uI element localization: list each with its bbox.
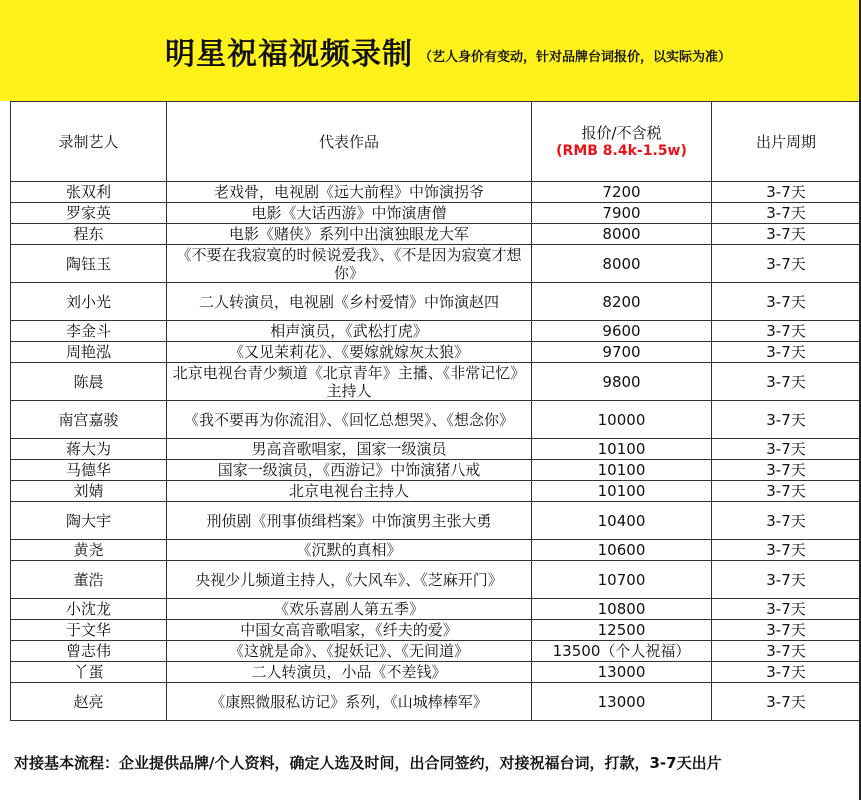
table-row [11,401,861,439]
price-cell: 13000 [532,683,712,721]
artist-cell: 蒋大为 [11,439,167,460]
title-note: （艺人身价有变动，针对品牌台词报价，以实际为准） [419,50,732,65]
period-cell: 3-7天 [712,439,861,460]
period-cell: 3-7天 [712,224,861,245]
period-cell: 3-7天 [712,283,861,321]
works-cell: 刑侦剧《刑事侦缉档案》中饰演男主张大勇 [167,502,532,540]
table-row [11,460,861,481]
period-cell: 3-7天 [712,641,861,662]
column-header-price [532,102,712,182]
price-range-label: (RMB 8.4k-1.5w) [556,142,687,159]
price-cell: 10700 [532,561,712,599]
process-footer: 对接基本流程：企业提供品牌/个人资料，确定人选及时间，出合同签约，对接祝福台词，打款，3-7天出片 [14,754,722,772]
table-row [11,203,861,224]
table-row [11,321,861,342]
title-banner [0,0,861,101]
table-row [11,363,861,401]
works-cell: 国家一级演员，《西游记》中饰演猪八戒 [167,460,532,481]
price-cell: 10400 [532,502,712,540]
artist-cell: 陈晨 [11,363,167,401]
period-cell: 3-7天 [712,363,861,401]
period-cell: 3-7天 [712,620,861,641]
table-row [11,342,861,363]
period-cell: 3-7天 [712,561,861,599]
price-cell: 7200 [532,182,712,203]
page-title: 明星祝福视频录制 [165,36,413,72]
works-cell: 《我不要再为你流泪》、《回忆总想哭》、《想念你》 [167,401,532,439]
artist-cell: 丫蛋 [11,662,167,683]
works-cell: 《不要在我寂寞的时候说爱我》、《不是因为寂寞才想你》 [167,245,532,283]
period-cell: 3-7天 [712,662,861,683]
price-cell: 9800 [532,363,712,401]
works-cell: 电影《大话西游》中饰演唐僧 [167,203,532,224]
price-cell: 13500（个人祝福） [532,641,712,662]
table-header-row [11,102,861,182]
period-cell: 3-7天 [712,481,861,502]
price-cell: 9700 [532,342,712,363]
column-header-period: 出片周期 [712,102,861,182]
price-cell: 8200 [532,283,712,321]
works-cell: 相声演员，《武松打虎》 [167,321,532,342]
price-cell: 13000 [532,662,712,683]
table-row [11,245,861,283]
works-cell: 二人转演员，电视剧《乡村爱情》中饰演赵四 [167,283,532,321]
price-cell: 9600 [532,321,712,342]
price-cell: 8000 [532,224,712,245]
period-cell: 3-7天 [712,203,861,224]
works-cell: 北京电视台主持人 [167,481,532,502]
price-cell: 12500 [532,620,712,641]
table-row [11,662,861,683]
price-cell: 10100 [532,439,712,460]
works-cell: 《这就是命》、《捉妖记》、《无间道》 [167,641,532,662]
period-cell: 3-7天 [712,460,861,481]
period-cell: 3-7天 [712,599,861,620]
works-cell: 央视少儿频道主持人，《大风车》、《芝麻开门》 [167,561,532,599]
table-row [11,620,861,641]
price-cell: 10800 [532,599,712,620]
artist-cell: 黄尧 [11,540,167,561]
artist-cell: 于文华 [11,620,167,641]
table-row [11,481,861,502]
table-row [11,224,861,245]
table-row [11,439,861,460]
price-table [10,101,861,721]
price-header-label: 报价/不含税 [581,123,662,142]
artist-cell: 刘小光 [11,283,167,321]
period-cell: 3-7天 [712,342,861,363]
works-cell: 老戏骨，电视剧《远大前程》中饰演拐爷 [167,182,532,203]
artist-cell: 小沈龙 [11,599,167,620]
period-cell: 3-7天 [712,401,861,439]
artist-cell: 刘婧 [11,481,167,502]
table-row [11,561,861,599]
table-row [11,683,861,721]
works-cell: 北京电视台青少频道《北京青年》主播、《非常记忆》主持人 [167,363,532,401]
works-cell: 电影《赌侠》系列中出演独眼龙大军 [167,224,532,245]
price-cell: 10100 [532,481,712,502]
table-row [11,641,861,662]
artist-cell: 陶钰玉 [11,245,167,283]
column-header-works: 代表作品 [167,102,532,182]
table-row [11,599,861,620]
table-body [11,182,861,721]
period-cell: 3-7天 [712,182,861,203]
price-cell: 7900 [532,203,712,224]
artist-cell: 李金斗 [11,321,167,342]
period-cell: 3-7天 [712,683,861,721]
table-row [11,182,861,203]
artist-cell: 马德华 [11,460,167,481]
works-cell: 《欢乐喜剧人第五季》 [167,599,532,620]
price-cell: 10100 [532,460,712,481]
artist-cell: 曾志伟 [11,641,167,662]
period-cell: 3-7天 [712,321,861,342]
artist-cell: 董浩 [11,561,167,599]
price-cell: 10000 [532,401,712,439]
works-cell: 《又见茉莉花》、《要嫁就嫁灰太狼》 [167,342,532,363]
artist-cell: 程东 [11,224,167,245]
period-cell: 3-7天 [712,502,861,540]
artist-cell: 南宫嘉骏 [11,401,167,439]
column-header-artist: 录制艺人 [11,102,167,182]
artist-cell: 罗家英 [11,203,167,224]
artist-cell: 张双利 [11,182,167,203]
works-cell: 二人转演员，小品《不差钱》 [167,662,532,683]
works-cell: 《沉默的真相》 [167,540,532,561]
period-cell: 3-7天 [712,540,861,561]
table-row [11,540,861,561]
table-row [11,502,861,540]
artist-cell: 赵亮 [11,683,167,721]
price-cell: 10600 [532,540,712,561]
works-cell: 中国女高音歌唱家，《纤夫的爱》 [167,620,532,641]
works-cell: 《康熙微服私访记》系列，《山城棒棒军》 [167,683,532,721]
artist-cell: 周艳泓 [11,342,167,363]
table-row [11,283,861,321]
works-cell: 男高音歌唱家，国家一级演员 [167,439,532,460]
artist-cell: 陶大宇 [11,502,167,540]
price-cell: 8000 [532,245,712,283]
period-cell: 3-7天 [712,245,861,283]
